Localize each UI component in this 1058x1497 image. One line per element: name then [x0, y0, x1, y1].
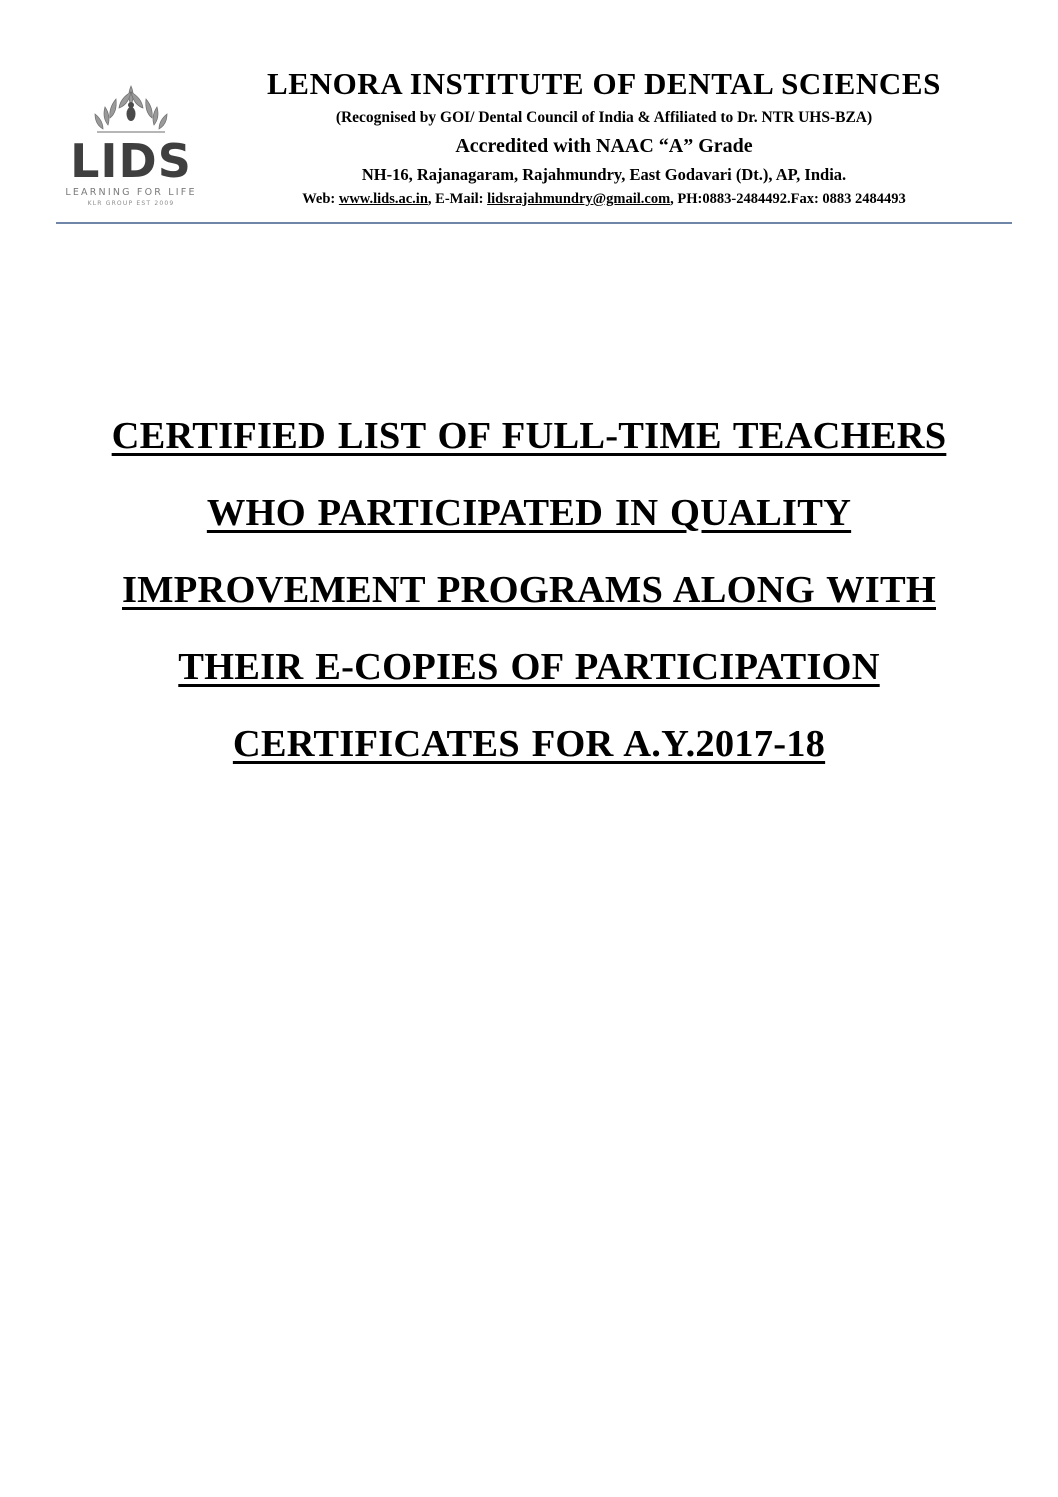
web-label: Web: — [302, 190, 336, 207]
email-link[interactable]: lidsrajahmundry@gmail.com — [487, 190, 671, 207]
title-section — [0, 398, 1058, 783]
logo-subtagline: KLR GROUP EST 2009 — [87, 200, 175, 207]
accreditation-line: Accredited with NAAC “A” Grade — [455, 135, 753, 158]
email-label: , E-Mail: — [427, 190, 484, 207]
website-link[interactable]: www.lids.ac.in — [338, 190, 428, 207]
phone-fax: , PH:0883-2484492.Fax: 0883 2484493 — [670, 190, 906, 207]
letterhead-text — [206, 66, 1012, 208]
institute-name: LENORA INSTITUTE OF DENTAL SCIENCES — [267, 66, 941, 101]
letterhead — [0, 0, 1058, 208]
recognition-line: (Recognised by GOI/ Dental Council of India & Affiliated to Dr. NTR UHS-BZA) — [335, 108, 873, 126]
institution-logo — [56, 66, 206, 207]
address-line: NH-16, Rajanagaram, Rajahmundry, East Godavari (Dt.), AP, India. — [361, 165, 847, 185]
header-divider — [56, 222, 1012, 224]
page-title: CERTIFIED LIST OF FULL-TIME TEACHERS WHO PARTICIPATED IN QUALITY IMPROVEMENT PROGRAMS ALONG WITH THEIR E-COPIES OF PARTICIPATION CERTIFICATES FOR A.Y.2017-18 — [111, 415, 947, 766]
lotus-emblem-icon — [83, 80, 179, 142]
contact-line — [206, 191, 1002, 208]
logo-wordmark: LIDS — [70, 134, 192, 188]
logo-tagline: LEARNING FOR LIFE — [65, 187, 197, 198]
